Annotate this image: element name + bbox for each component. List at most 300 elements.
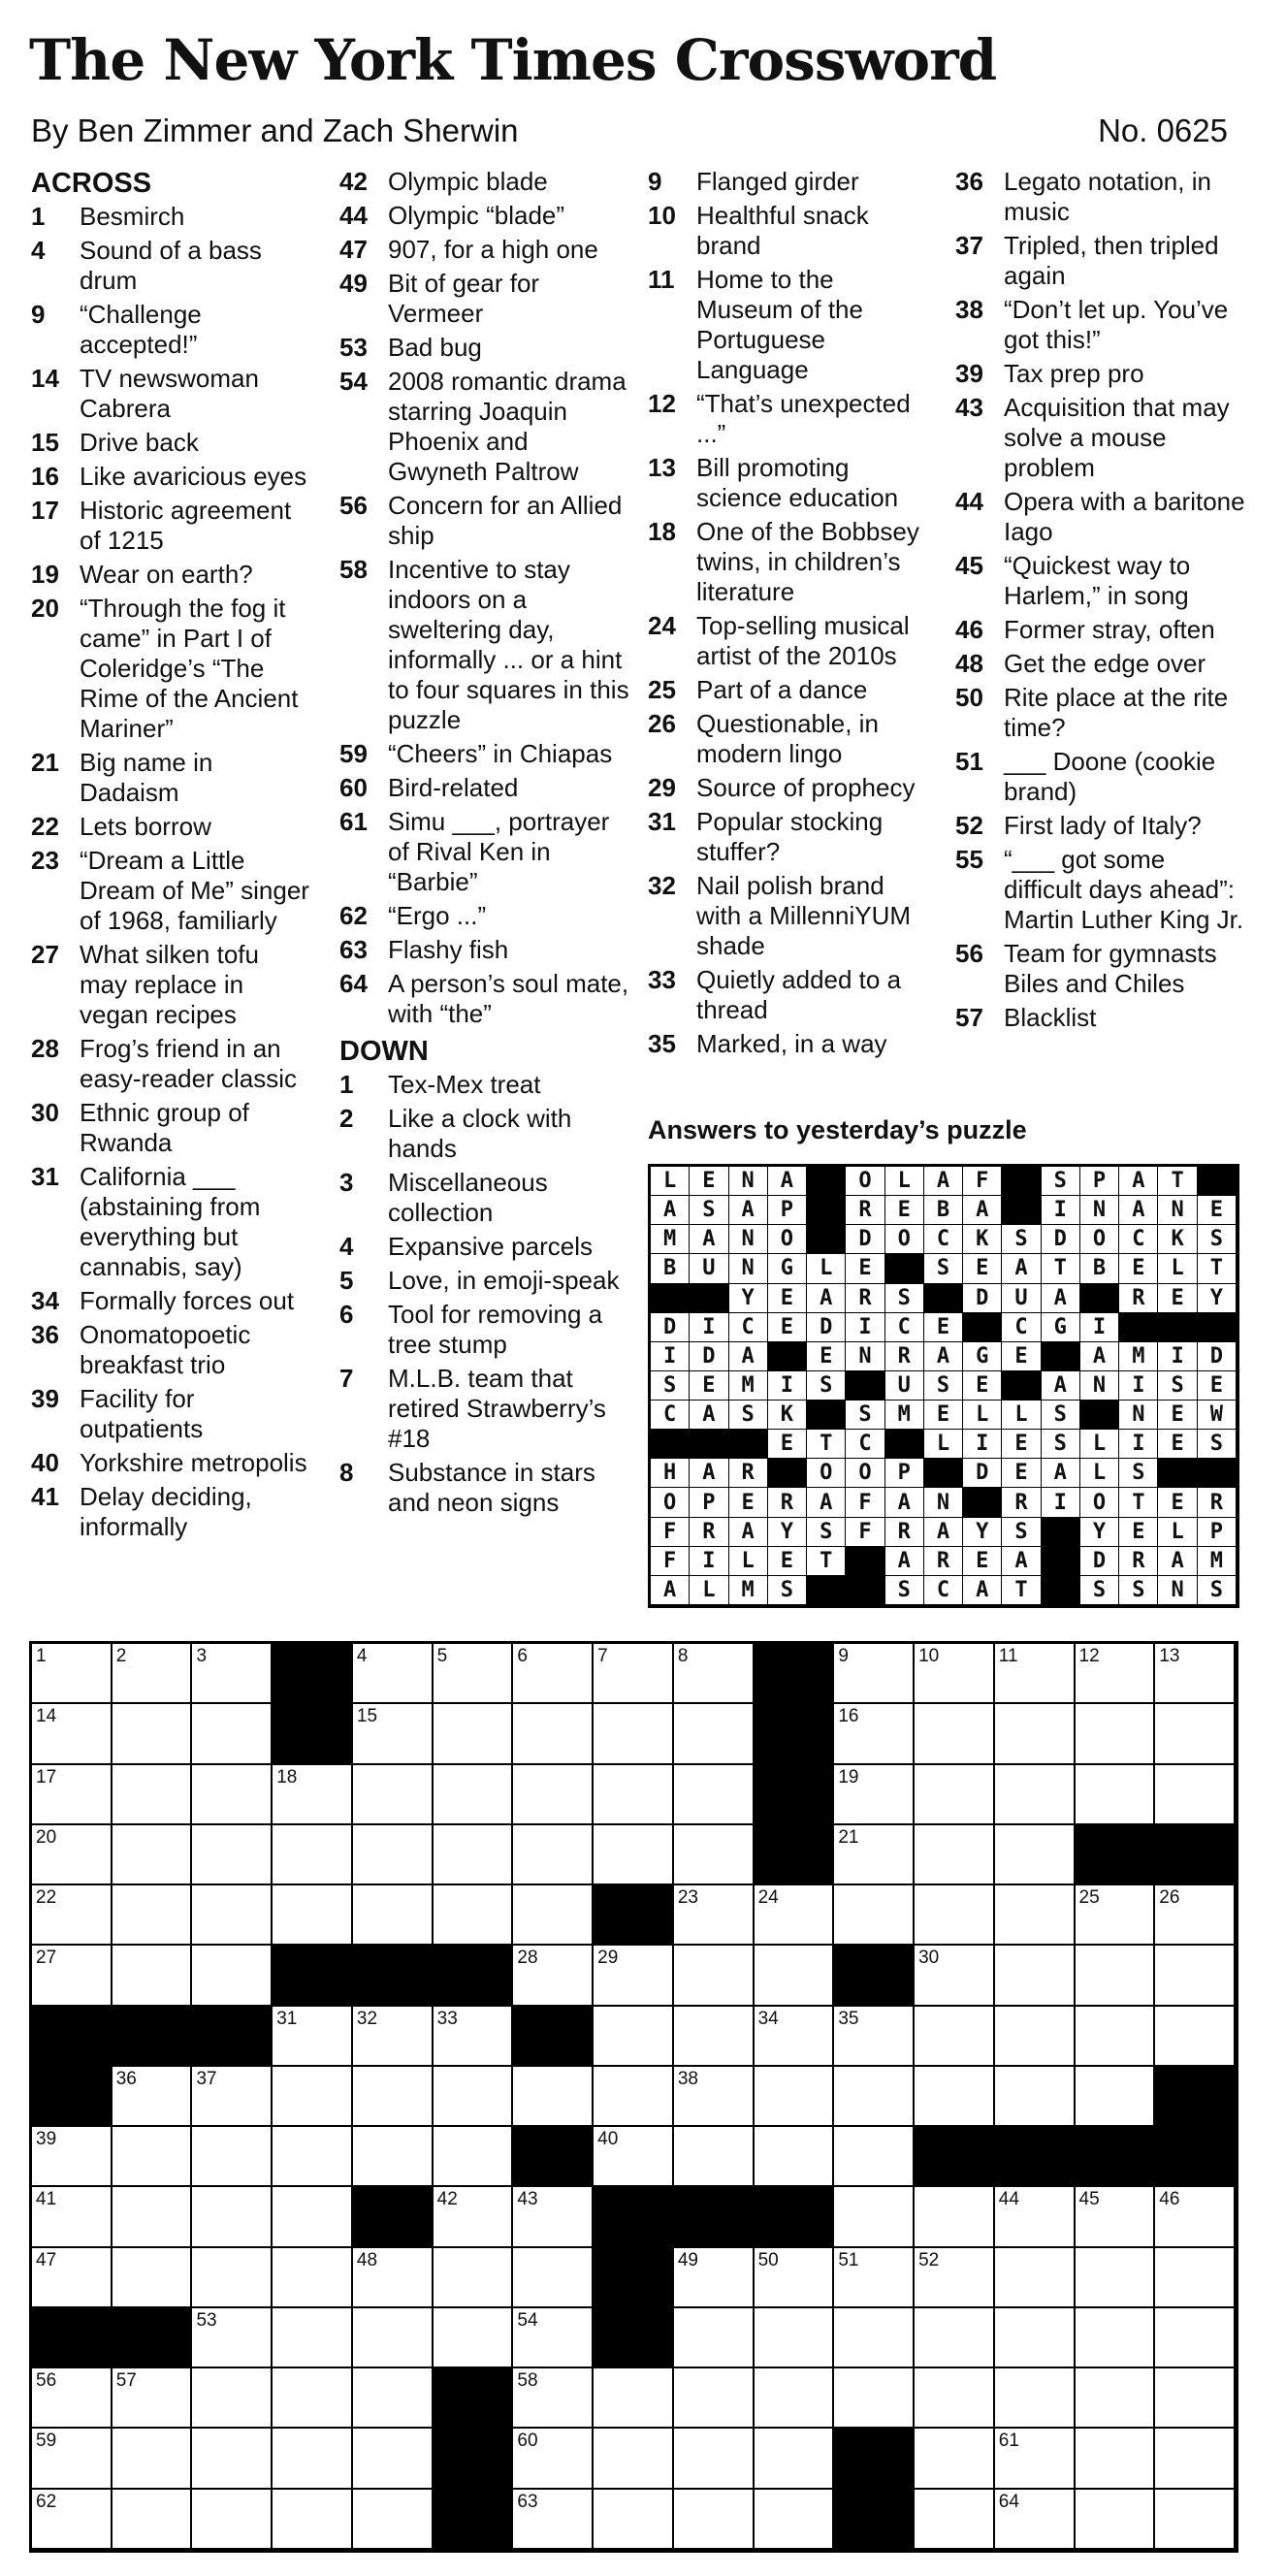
grid-cell[interactable]	[513, 2490, 594, 2550]
grid-cell[interactable]	[594, 1644, 674, 1704]
answer-cell: E	[1158, 1284, 1197, 1313]
grid-cell[interactable]	[1076, 1644, 1156, 1704]
grid-cell[interactable]	[674, 2429, 755, 2489]
grid-cell[interactable]	[32, 1885, 113, 1946]
across-clue	[339, 269, 632, 329]
grid-cell[interactable]	[32, 2490, 113, 2550]
clue-text: Love, in emoji-speak	[388, 1266, 620, 1295]
answer-black-square	[651, 1430, 690, 1459]
answer-cell: L	[924, 1430, 963, 1459]
cell-number: 53	[196, 2309, 217, 2331]
grid-cell[interactable]	[353, 1825, 434, 1885]
grid-cell[interactable]	[434, 2007, 514, 2067]
grid-cell[interactable]	[192, 1644, 273, 1704]
grid-cell[interactable]	[113, 1885, 193, 1946]
grid-cell[interactable]	[32, 2248, 113, 2308]
grid-cell[interactable]	[434, 2308, 514, 2368]
grid-cell[interactable]	[674, 2308, 755, 2368]
grid-cell[interactable]	[755, 2127, 835, 2187]
grid-cell[interactable]	[674, 1765, 755, 1825]
across-clue	[339, 935, 632, 965]
grid-cell[interactable]	[513, 2248, 594, 2308]
clue-number: 60	[339, 773, 368, 802]
black-square	[594, 2308, 674, 2368]
across-clue	[339, 773, 632, 803]
grid-cell[interactable]	[113, 2248, 193, 2308]
clue-number: 42	[339, 167, 368, 196]
answer-black-square	[807, 1401, 846, 1430]
clue-number: 51	[955, 747, 983, 776]
clue-text: Wear on earth?	[80, 560, 253, 589]
grid-cell[interactable]	[32, 1644, 113, 1704]
clue-text: Simu ___, portrayer of Rival Ken in “Barbie”	[388, 807, 610, 896]
grid-cell[interactable]	[1076, 2067, 1156, 2127]
grid-cell[interactable]	[594, 2368, 674, 2429]
answer-cell: F	[846, 1518, 884, 1547]
answer-cell: R	[1198, 1488, 1237, 1517]
down-clue	[648, 1029, 931, 1059]
answer-cell: U	[690, 1254, 728, 1283]
cell-number: 29	[597, 1948, 619, 1969]
across-clue	[31, 1286, 312, 1316]
black-square	[273, 1644, 353, 1704]
answer-black-square	[1002, 1196, 1041, 1225]
grid-cell[interactable]	[594, 2067, 674, 2127]
grid-cell[interactable]	[674, 2248, 755, 2308]
grid-cell[interactable]	[1076, 1946, 1156, 2006]
grid-cell[interactable]	[434, 1644, 514, 1704]
answer-cell: N	[1080, 1371, 1119, 1401]
grid-cell[interactable]	[353, 2007, 434, 2067]
answer-cell: R	[885, 1518, 924, 1547]
grid-cell[interactable]	[1076, 2429, 1156, 2489]
clue-number: 22	[31, 812, 59, 841]
grid-cell[interactable]	[995, 2490, 1076, 2550]
grid-cell[interactable]	[113, 2067, 193, 2127]
grid-cell[interactable]	[192, 2248, 273, 2308]
down-clue	[339, 1364, 632, 1454]
grid-cell[interactable]	[113, 2490, 193, 2550]
answer-black-square	[1198, 1459, 1237, 1488]
grid-cell[interactable]	[192, 2187, 273, 2247]
grid-cell[interactable]	[192, 2368, 273, 2429]
grid-cell[interactable]	[1155, 1946, 1236, 2006]
cell-number: 12	[1078, 1646, 1100, 1666]
down-clue	[648, 965, 931, 1025]
grid-cell[interactable]	[915, 2308, 995, 2368]
clue-number: 36	[955, 167, 983, 196]
grid-cell[interactable]	[273, 2007, 353, 2067]
answer-cell: Y	[729, 1284, 768, 1313]
grid-cell[interactable]	[113, 2127, 193, 2187]
cell-number: 64	[998, 2491, 1019, 2512]
answer-cell: A	[1042, 1284, 1080, 1313]
grid-cell[interactable]	[273, 2429, 353, 2489]
grid-cell[interactable]	[113, 1946, 193, 2006]
grid-cell[interactable]	[834, 1704, 915, 1764]
answer-cell: E	[1002, 1459, 1041, 1488]
grid-cell[interactable]	[192, 2127, 273, 2187]
grid-cell[interactable]	[273, 2248, 353, 2308]
grid-cell[interactable]	[513, 2368, 594, 2429]
grid-cell[interactable]	[1155, 2248, 1236, 2308]
grid-cell[interactable]	[273, 2127, 353, 2187]
grid-cell[interactable]	[995, 1885, 1076, 1946]
grid-cell[interactable]	[1155, 2368, 1236, 2429]
crossword-grid[interactable]	[29, 1641, 1238, 2553]
grid-cell[interactable]	[113, 1704, 193, 1764]
grid-cell[interactable]	[513, 1765, 594, 1825]
grid-cell[interactable]	[513, 1825, 594, 1885]
answer-cell: A	[690, 1401, 728, 1430]
grid-cell[interactable]	[192, 1885, 273, 1946]
clue-text: One of the Bobbsey twins, in children’s literature	[696, 517, 919, 606]
clue-number: 59	[339, 739, 368, 768]
answer-cell: D	[807, 1313, 846, 1342]
grid-cell[interactable]	[434, 2187, 514, 2247]
grid-cell[interactable]	[1155, 2187, 1236, 2247]
across-clue	[31, 940, 312, 1030]
grid-cell[interactable]	[995, 2187, 1076, 2247]
grid-cell[interactable]	[1155, 2429, 1236, 2489]
answer-cell: P	[1080, 1167, 1119, 1196]
clue-text: “Quickest way to Harlem,” in song	[1004, 551, 1191, 610]
grid-cell[interactable]	[1155, 2490, 1236, 2550]
grid-cell[interactable]	[915, 2007, 995, 2067]
grid-cell[interactable]	[192, 1825, 273, 1885]
cell-number: 10	[918, 1646, 940, 1666]
grid-cell[interactable]	[674, 1704, 755, 1764]
grid-cell[interactable]	[273, 1825, 353, 1885]
grid-cell[interactable]	[32, 2187, 113, 2247]
black-square	[1155, 2067, 1236, 2127]
grid-cell[interactable]	[995, 1946, 1076, 2006]
answer-cell: N	[1080, 1196, 1119, 1225]
grid-cell[interactable]	[834, 1765, 915, 1825]
clue-text: Tex-Mex treat	[388, 1070, 541, 1099]
grid-cell[interactable]	[1155, 1765, 1236, 1825]
grid-cell[interactable]	[594, 2490, 674, 2550]
answer-cell: A	[924, 1342, 963, 1371]
grid-cell[interactable]	[674, 2490, 755, 2550]
grid-cell[interactable]	[32, 1765, 113, 1825]
black-square	[834, 2490, 915, 2550]
answer-cell: R	[729, 1459, 768, 1488]
across-clue	[339, 555, 632, 735]
answer-cell: S	[807, 1371, 846, 1401]
grid-cell[interactable]	[915, 1825, 995, 1885]
grid-cell[interactable]	[273, 2368, 353, 2429]
grid-cell[interactable]	[755, 2429, 835, 2489]
grid-cell[interactable]	[513, 2187, 594, 2247]
grid-cell[interactable]	[113, 2187, 193, 2247]
grid-cell[interactable]	[915, 2490, 995, 2550]
black-square	[353, 1946, 434, 2006]
answer-cell: A	[651, 1576, 690, 1605]
grid-cell[interactable]	[353, 2308, 434, 2368]
grid-cell[interactable]	[353, 2368, 434, 2429]
across-clue	[31, 846, 312, 936]
grid-cell[interactable]	[353, 1765, 434, 1825]
cell-number: 8	[677, 1646, 689, 1666]
answer-cell: P	[768, 1196, 807, 1225]
grid-cell[interactable]	[755, 1885, 835, 1946]
grid-cell[interactable]	[674, 2127, 755, 2187]
grid-cell[interactable]	[353, 1704, 434, 1764]
grid-cell[interactable]	[915, 1765, 995, 1825]
grid-cell[interactable]	[192, 2490, 273, 2550]
grid-cell[interactable]	[995, 1644, 1076, 1704]
grid-cell[interactable]	[1076, 1885, 1156, 1946]
across-clue	[339, 807, 632, 897]
grid-cell[interactable]	[513, 1885, 594, 1946]
grid-cell[interactable]	[834, 1644, 915, 1704]
grid-cell[interactable]	[513, 1704, 594, 1764]
grid-cell[interactable]	[1155, 2007, 1236, 2067]
down-clue	[648, 517, 931, 607]
grid-cell[interactable]	[674, 1885, 755, 1946]
grid-cell[interactable]	[113, 1765, 193, 1825]
clue-number: 16	[31, 462, 59, 491]
grid-cell[interactable]	[513, 2067, 594, 2127]
down-clue	[648, 389, 931, 449]
grid-cell[interactable]	[995, 2067, 1076, 2127]
grid-cell[interactable]	[755, 2007, 835, 2067]
grid-cell[interactable]	[674, 2368, 755, 2429]
grid-cell[interactable]	[674, 2007, 755, 2067]
grid-cell[interactable]	[915, 2368, 995, 2429]
grid-cell[interactable]	[113, 1644, 193, 1704]
grid-cell[interactable]	[755, 2368, 835, 2429]
grid-cell[interactable]	[755, 1946, 835, 2006]
grid-cell[interactable]	[834, 1825, 915, 1885]
answer-black-square	[768, 1342, 807, 1371]
cell-number: 32	[356, 2008, 378, 2029]
grid-cell[interactable]	[192, 1765, 273, 1825]
grid-cell[interactable]	[192, 1946, 273, 2006]
answer-cell: C	[846, 1430, 884, 1459]
clue-text: What silken tofu may replace in vegan recipes	[80, 940, 259, 1029]
grid-cell[interactable]	[995, 1704, 1076, 1764]
grid-cell[interactable]	[113, 2368, 193, 2429]
grid-cell[interactable]	[32, 1825, 113, 1885]
answer-cell: O	[846, 1459, 884, 1488]
grid-cell[interactable]	[434, 1885, 514, 1946]
grid-cell[interactable]	[1076, 2490, 1156, 2550]
grid-cell[interactable]	[113, 1825, 193, 1885]
grid-cell[interactable]	[434, 2248, 514, 2308]
grid-cell[interactable]	[995, 2429, 1076, 2489]
grid-cell[interactable]	[594, 1825, 674, 1885]
grid-cell[interactable]	[513, 2429, 594, 2489]
grid-cell[interactable]	[113, 2429, 193, 2489]
grid-cell[interactable]	[1076, 2187, 1156, 2247]
grid-cell[interactable]	[32, 1704, 113, 1764]
grid-cell[interactable]	[32, 1946, 113, 2006]
grid-cell[interactable]	[915, 1946, 995, 2006]
down-clue	[648, 611, 931, 671]
grid-cell[interactable]	[915, 2248, 995, 2308]
down-clue	[339, 1232, 632, 1262]
cell-number: 23	[677, 1887, 698, 1909]
grid-cell[interactable]	[594, 1704, 674, 1764]
black-square	[755, 1644, 835, 1704]
grid-cell[interactable]	[434, 2067, 514, 2127]
clue-text: Delay deciding, informally	[80, 1482, 252, 1541]
across-clue	[31, 428, 312, 458]
answer-cell: R	[690, 1518, 728, 1547]
grid-cell[interactable]	[594, 1765, 674, 1825]
grid-cell[interactable]	[434, 1704, 514, 1764]
clue-text: Healthful snack brand	[696, 201, 869, 260]
clues-column-3	[648, 167, 931, 1063]
grid-cell[interactable]	[594, 1946, 674, 2006]
grid-cell[interactable]	[594, 2429, 674, 2489]
grid-cell[interactable]	[755, 2067, 835, 2127]
grid-cell[interactable]	[915, 2429, 995, 2489]
grid-cell[interactable]	[273, 2067, 353, 2127]
grid-cell[interactable]	[513, 1946, 594, 2006]
grid-cell[interactable]	[353, 2127, 434, 2187]
answer-cell: I	[690, 1313, 728, 1342]
grid-cell[interactable]	[192, 2308, 273, 2368]
answer-cell: S	[1158, 1371, 1197, 1401]
grid-cell[interactable]	[353, 2429, 434, 2489]
cell-number: 56	[36, 2370, 57, 2392]
grid-cell[interactable]	[834, 2187, 915, 2247]
black-square	[353, 2187, 434, 2247]
grid-cell[interactable]	[434, 1825, 514, 1885]
clue-text: Facility for outpatients	[80, 1384, 204, 1443]
grid-cell[interactable]	[594, 2127, 674, 2187]
grid-cell[interactable]	[995, 2308, 1076, 2368]
grid-cell[interactable]	[834, 2127, 915, 2187]
grid-cell[interactable]	[755, 2308, 835, 2368]
grid-cell[interactable]	[995, 1765, 1076, 1825]
grid-cell[interactable]	[273, 1885, 353, 1946]
grid-cell[interactable]	[834, 2248, 915, 2308]
down-clue	[648, 167, 931, 197]
black-square	[834, 1946, 915, 2006]
clue-number: 33	[648, 965, 676, 994]
grid-cell[interactable]	[755, 2490, 835, 2550]
grid-cell[interactable]	[1155, 1885, 1236, 1946]
grid-cell[interactable]	[1155, 2308, 1236, 2368]
grid-cell[interactable]	[1155, 1704, 1236, 1764]
grid-cell[interactable]	[834, 2007, 915, 2067]
grid-cell[interactable]	[995, 2368, 1076, 2429]
grid-cell[interactable]	[755, 2248, 835, 2308]
grid-cell[interactable]	[353, 2490, 434, 2550]
answer-cell: G	[1042, 1313, 1080, 1342]
grid-cell[interactable]	[1076, 2007, 1156, 2067]
grid-cell[interactable]	[434, 1765, 514, 1825]
clue-number: 38	[955, 295, 983, 324]
cell-number: 21	[838, 1826, 859, 1848]
answer-cell: D	[1080, 1547, 1119, 1576]
grid-cell[interactable]	[915, 1704, 995, 1764]
grid-cell[interactable]	[995, 1825, 1076, 1885]
grid-cell[interactable]	[32, 2127, 113, 2187]
black-square	[32, 2067, 113, 2127]
grid-cell[interactable]	[1076, 2308, 1156, 2368]
answer-cell: O	[768, 1225, 807, 1254]
grid-cell[interactable]	[353, 1644, 434, 1704]
grid-cell[interactable]	[674, 1946, 755, 2006]
grid-cell[interactable]	[1076, 1704, 1156, 1764]
clue-number: 23	[31, 846, 59, 875]
grid-cell[interactable]	[32, 2368, 113, 2429]
answer-cell: E	[963, 1547, 1002, 1576]
grid-cell[interactable]	[995, 2007, 1076, 2067]
grid-cell[interactable]	[915, 2067, 995, 2127]
answer-cell: T	[1119, 1488, 1158, 1517]
grid-cell[interactable]	[915, 1644, 995, 1704]
grid-cell[interactable]	[1076, 2368, 1156, 2429]
answer-cell: C	[1002, 1313, 1041, 1342]
clue-text: Drive back	[80, 428, 199, 457]
grid-cell[interactable]	[192, 1704, 273, 1764]
grid-cell[interactable]	[674, 1825, 755, 1885]
grid-cell[interactable]	[513, 2308, 594, 2368]
cell-number: 63	[517, 2491, 538, 2512]
answer-cell: I	[1119, 1430, 1158, 1459]
grid-cell[interactable]	[353, 2248, 434, 2308]
answer-black-square	[807, 1225, 846, 1254]
across-clue	[31, 594, 312, 744]
answer-cell: N	[1119, 1401, 1158, 1430]
grid-cell[interactable]	[353, 1885, 434, 1946]
grid-cell[interactable]	[834, 2308, 915, 2368]
grid-cell[interactable]	[192, 2067, 273, 2127]
answer-cell: M	[885, 1401, 924, 1430]
answer-cell: N	[729, 1167, 768, 1196]
down-clue	[955, 683, 1246, 743]
grid-cell[interactable]	[834, 2067, 915, 2127]
answer-black-square	[846, 1576, 884, 1605]
grid-cell[interactable]	[1076, 2248, 1156, 2308]
grid-cell[interactable]	[434, 2127, 514, 2187]
answer-cell: N	[729, 1225, 768, 1254]
grid-cell[interactable]	[32, 2429, 113, 2489]
grid-cell[interactable]	[834, 2368, 915, 2429]
grid-cell[interactable]	[674, 2067, 755, 2127]
grid-cell[interactable]	[273, 2490, 353, 2550]
grid-cell[interactable]	[594, 2007, 674, 2067]
grid-cell[interactable]	[1155, 1644, 1236, 1704]
grid-cell[interactable]	[915, 1885, 995, 1946]
across-clue	[31, 300, 312, 360]
grid-cell[interactable]	[674, 1644, 755, 1704]
grid-cell[interactable]	[353, 2067, 434, 2127]
clue-number: 21	[31, 748, 59, 777]
grid-cell[interactable]	[192, 2429, 273, 2489]
clue-text: ___ Doone (cookie brand)	[1004, 747, 1216, 806]
clue-number: 4	[339, 1232, 354, 1261]
grid-cell[interactable]	[915, 2187, 995, 2247]
grid-cell[interactable]	[1076, 1765, 1156, 1825]
answer-cell: F	[963, 1167, 1002, 1196]
grid-cell[interactable]	[273, 2308, 353, 2368]
clue-number: 18	[648, 517, 676, 546]
grid-cell[interactable]	[273, 2187, 353, 2247]
grid-cell[interactable]	[834, 1885, 915, 1946]
grid-cell[interactable]	[513, 1644, 594, 1704]
answer-black-square	[768, 1459, 807, 1488]
grid-cell[interactable]	[273, 1765, 353, 1825]
answer-cell: A	[690, 1225, 728, 1254]
grid-cell[interactable]	[995, 2248, 1076, 2308]
